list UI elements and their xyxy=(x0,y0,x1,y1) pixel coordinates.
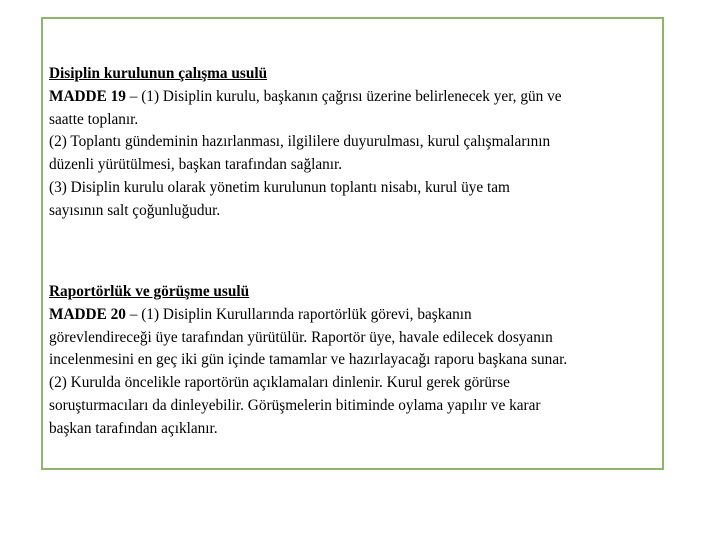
section-heading: Raportörlük ve görüşme usulü xyxy=(49,283,250,300)
article-text: – (1) Disiplin kurulu, başkanın çağrısı üzerine belirlenecek yer, gün ve xyxy=(125,87,562,105)
section-raportorluk-ve-gorusme-usulu xyxy=(49,281,661,441)
article-text: – (1) Disiplin Kurullarında raportörlük görevi, başkanın xyxy=(125,305,472,323)
paragraph-line: incelenmesini en geç iki gün içinde tamamlar ve hazırlayacağı raporu başkana sunar. xyxy=(49,351,568,369)
paragraph-line: (3) Disiplin kurulu olarak yönetim kurulunun toplantı nisabı, kurul üye tam xyxy=(49,178,510,196)
paragraph-line: sayısının salt çoğunluğudur. xyxy=(49,201,221,219)
paragraph-line: (2) Kurulda öncelikle raportörün açıklamaları dinlenir. Kurul gerek görürse xyxy=(49,374,510,392)
section-disiplin-kurulu-calisma-usulu xyxy=(49,63,661,223)
paragraph-line: görevlendireceği üye tarafından yürütülür. Raportör üye, havale edilecek dosyanın xyxy=(49,328,553,346)
section-heading: Disiplin kurulunun çalışma usulü xyxy=(49,65,268,82)
article-first-line xyxy=(49,86,661,109)
article-number: MADDE 20 xyxy=(49,305,126,323)
paragraph-line: düzenli yürütülmesi, başkan tarafından sağlanır. xyxy=(49,156,343,174)
paragraph-line: soruşturmacıları da dinleyebilir. Görüşmelerin bitiminde oylama yapılır ve karar xyxy=(49,396,541,414)
paragraph-line: başkan tarafından açıklanır. xyxy=(49,419,218,437)
paragraph-line: saatte toplanır. xyxy=(49,110,139,128)
paragraph-line: (2) Toplantı gündeminin hazırlanması, ilgililere duyurulması, kurul çalışmalarının xyxy=(49,133,551,151)
article-number: MADDE 19 xyxy=(49,87,126,105)
article-first-line xyxy=(49,304,661,327)
